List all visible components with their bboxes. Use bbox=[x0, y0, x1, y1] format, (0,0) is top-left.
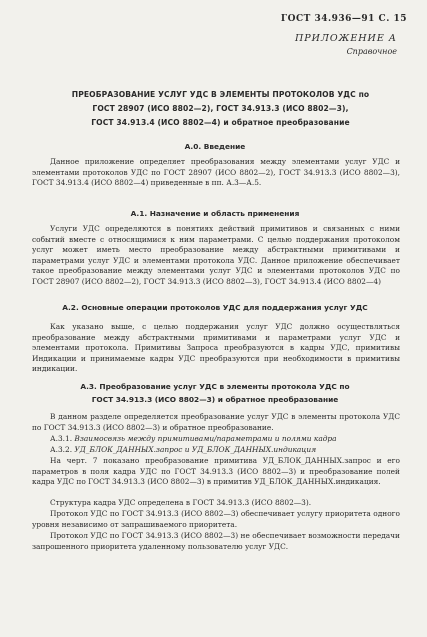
section-a1-text: Услуги УДС определяются в понятиях действий примитивов и связанных с ними событий вместе с относящимися к ним параметрами. С целью поддержания протоколом услуг может иметь место преобразование между абстрактными примитивами и параметрами услуг УДС и элементами протокола УДС. Данное приложение обеспечивает такое преобразование между элементами услуг УДС и элементами протоколов УДС по ГОСТ 28907 (ИСО 8802—2), ГОСТ 34.913.3 (ИСО 8802—3), ГОСТ 34.913.4 (ИСО 8802—4) bbox=[32, 224, 400, 286]
appendix-label-block bbox=[295, 33, 397, 56]
section-a3-intro: В данном разделе определяется преобразование услуг УДС в элементы протокола УДС по ГОСТ 34.913.3 (ИСО 8802—3) и обратное преобразование. bbox=[32, 412, 400, 432]
section-a2-text: Как указано выше, с целью поддержания услуг УДС должно осуществляться преобразование между абстрактными примитивами и параметрами услуг УДС и элементами протокола. Примитивы Запроса преобразуются в кадры УДС, примитивы Индикации и принимаемые кадры УДС преобразуются при необходимости в примитивы индикации. bbox=[32, 322, 400, 374]
section-a3-paragraph: Протокол УДС по ГОСТ 34.913.3 (ИСО 8802—3) обеспечивает услугу приоритета одного уровня независимо от запрашиваемого приоритета. bbox=[32, 509, 400, 529]
section-a3-paragraph: Протокол УДС по ГОСТ 34.913.3 (ИСО 8802—3) не обеспечивает возможности передачи запрошенного приоритета удаленному пользователю услуг УДС. bbox=[32, 531, 400, 551]
section-a3-paragraph: На черт. 7 показано преобразование примитива УД_БЛОК_ДАННЫХ.запрос и его параметров в поля кадра УДС по ГОСТ 34.913.3 (ИСО 8802—3) и преобразование полей кадра УДС по ГОСТ 34.913.3 (ИСО 8802—3) в примитив УД_БЛОК_ДАННЫХ.индикация. bbox=[32, 456, 400, 487]
title-line: ПРЕОБРАЗОВАНИЕ УСЛУГ УДС В ЭЛЕМЕНТЫ ПРОТОКОЛОВ УДС по bbox=[71, 90, 370, 99]
section-a31 bbox=[32, 434, 400, 445]
section-a2-heading: А.2. Основные операции протоколов УДС для поддержания услуг УДС bbox=[62, 303, 368, 312]
a32-number: А.3.2. bbox=[50, 445, 73, 454]
heading-line: А.3. Преобразование услуг УДС в элементы протокола УДС по bbox=[80, 382, 350, 391]
a31-title: Взаимосвязь между примитивами/параметрами и полями кадра bbox=[74, 434, 337, 443]
title-line: ГОСТ 28907 (ИСО 8802—2), ГОСТ 34.913.3 (ИСО 8802—3), bbox=[92, 104, 349, 113]
section-a0-text: Данное приложение определяет преобразования между элементами услуг УДС и элементами протоколов УДС по ГОСТ 28907 (ИСО 8802—2), ГОСТ 34.913.3 (ИСО 8802—3), ГОСТ 34.913.4 (ИСО 8802—4) приведенные в пп. А.3—А.5. bbox=[32, 157, 400, 188]
page-header: ГОСТ 34.936—91 С. 15 bbox=[280, 14, 407, 24]
section-a32 bbox=[32, 445, 400, 456]
document-title bbox=[38, 88, 403, 130]
section-a3-heading bbox=[30, 380, 400, 406]
section-a0-heading: А.0. Введение bbox=[184, 142, 246, 151]
section-a1-heading: А.1. Назначение и область применения bbox=[130, 209, 300, 218]
appendix-label: ПРИЛОЖЕНИЕ А bbox=[294, 33, 397, 44]
appendix-status: Справочное bbox=[346, 47, 397, 56]
a32-title: УД_БЛОК_ДАННЫХ.запрос и УД_БЛОК_ДАННЫХ.индикация bbox=[74, 445, 317, 454]
a31-number: А.3.1. bbox=[50, 434, 73, 443]
heading-line: ГОСТ 34.913.3 (ИСО 8802—3) и обратное преобразование bbox=[91, 395, 339, 404]
title-line: ГОСТ 34.913.4 (ИСО 8802—4) и обратное преобразование bbox=[91, 118, 350, 127]
section-a3-paragraph: Структура кадра УДС определена в ГОСТ 34.913.3 (ИСО 8802—3). bbox=[50, 498, 312, 507]
